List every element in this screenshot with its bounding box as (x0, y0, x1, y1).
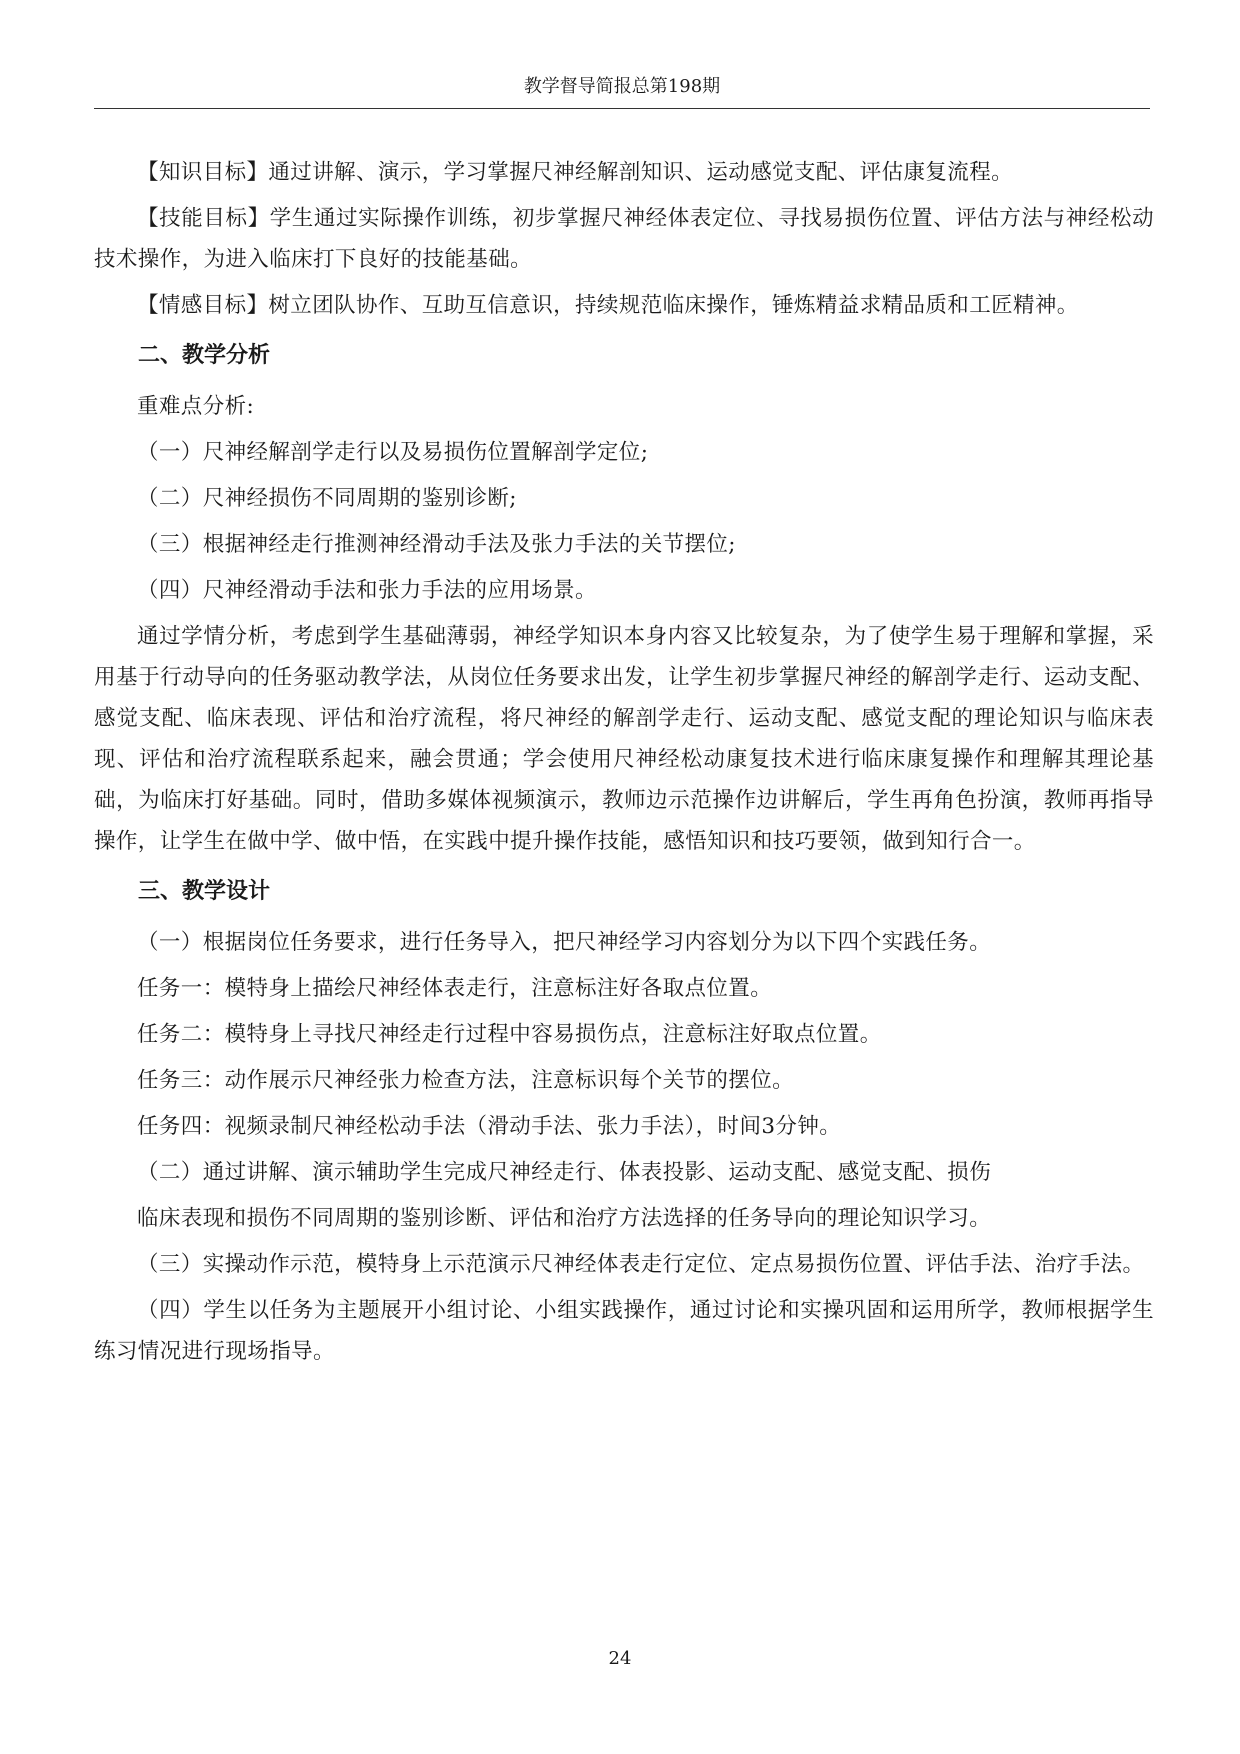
design-item-2-line1: （二）通过讲解、演示辅助学生完成尺神经走行、体表投影、运动支配、感觉支配、损伤 (137, 1160, 992, 1185)
key-point-item: （二）尺神经损伤不同周期的鉴别诊断; (137, 486, 517, 511)
emotion-objective: 【情感目标】树立团队协作、互助互信意识，持续规范临床操作，锤炼精益求精品质和工匠精神。 (137, 293, 1079, 318)
design-item-2-line2: 临床表现和损伤不同周期的鉴别诊断、评估和治疗方法选择的任务导向的理论知识学习。 (137, 1206, 992, 1231)
header-title: 教学督导简报总第198期 (523, 76, 721, 97)
page-number: 24 (608, 1648, 632, 1669)
section-heading-design: 三、教学设计 (138, 879, 271, 904)
key-points-intro: 重难点分析: (137, 394, 255, 419)
task-item: 任务一：模特身上描绘尺神经体表走行，注意标注好各取点位置。 (137, 976, 773, 1001)
task-item: 任务二：模特身上寻找尺神经走行过程中容易损伤点，注意标注好取点位置。 (137, 1022, 882, 1047)
design-item-1: （一）根据岗位任务要求，进行任务导入，把尺神经学习内容划分为以下四个实践任务。 (137, 930, 992, 955)
key-point-item: （四）尺神经滑动手法和张力手法的应用场景。 (137, 578, 597, 603)
analysis-paragraph: 通过学情分析，考虑到学生基础薄弱，神经学知识本身内容又比较复杂，为了使学生易于理解和掌握，采用基于行动导向的任务驱动教学法，从岗位任务要求出发，让学生初步掌握尺神经的解剖学走行、运动支配、感觉支配、临床表现、评估和治疗流程，将尺神经的解剖学走行、运动支配、感觉支配的理论知识与临床表现、评估和治疗流程联系起来，融会贯通；学会使用尺神经松动康复技术进行临床康复操作和理解其理论基础，为临床打好基础。同时，借助多媒体视频演示，教师边示范操作边讲解后，学生再角色扮演，教师再指导操作，让学生在做中学、做中悟，在实践中提升操作技能，感悟知识和技巧要领，做到知行合一。 (94, 624, 1154, 854)
knowledge-objective: 【知识目标】通过讲解、演示，学习掌握尺神经解剖知识、运动感觉支配、评估康复流程。 (137, 160, 1014, 185)
task-item: 任务四：视频录制尺神经松动手法（滑动手法、张力手法），时间3分钟。 (137, 1114, 842, 1139)
page-header (94, 70, 1150, 109)
page-content (94, 152, 1154, 1377)
skill-objective: 【技能目标】学生通过实际操作训练，初步掌握尺神经体表定位、寻找易损伤位置、评估方法与神经松动技术操作，为进入临床打下良好的技能基础。 (94, 206, 1154, 272)
key-point-item: （三）根据神经走行推测神经滑动手法及张力手法的关节摆位; (137, 532, 736, 557)
design-item-3: （三）实操动作示范，模特身上示范演示尺神经体表走行定位、定点易损伤位置、评估手法、治疗手法。 (137, 1252, 1145, 1277)
task-item: 任务三：动作展示尺神经张力检查方法，注意标识每个关节的摆位。 (137, 1068, 795, 1093)
key-point-item: （一）尺神经解剖学走行以及易损伤位置解剖学定位; (137, 440, 649, 465)
section-heading-analysis: 二、教学分析 (138, 343, 271, 368)
design-item-4: （四）学生以任务为主题展开小组讨论、小组实践操作，通过讨论和实操巩固和运用所学，教师根据学生练习情况进行现场指导。 (94, 1298, 1154, 1364)
